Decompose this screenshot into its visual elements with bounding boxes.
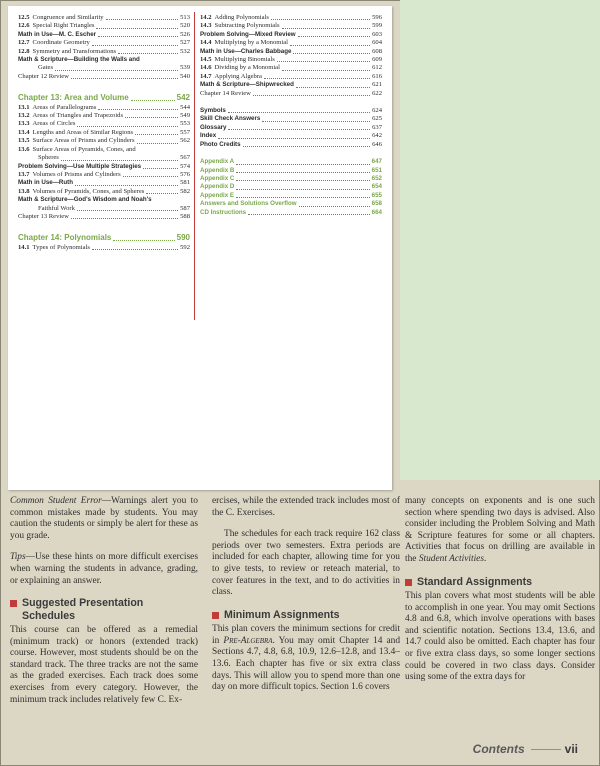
toc-entry	[18, 31, 190, 39]
toc-entry-page: 642	[372, 132, 382, 140]
toc-entry-number: 12.5	[18, 14, 30, 21]
paragraph-common-error	[10, 496, 198, 542]
toc-entry-page: 646	[372, 140, 382, 148]
bullet-square-icon	[212, 612, 219, 619]
toc-entry-page: 587	[180, 204, 190, 212]
toc-entry	[200, 81, 382, 89]
toc-entry-page: 622	[372, 89, 382, 97]
toc-leader-dots	[71, 77, 178, 79]
paragraph-standard: This plan covers what most students will be able to accomplish in one year. You may omit Sections 4.8 and 6.8, which involve operations with bases and scientific notation. Sections 13.4, 13.6, and 14.7 could also be omitted. Each chapter has four or five extra class days, so some longer sections could be covered in two class days. Consider using some of the extra days for	[405, 590, 595, 683]
toc-entry-title: Lengths and Areas of Similar Regions	[32, 128, 134, 136]
toc-entry-number: 14.6	[200, 64, 212, 72]
toc-leader-dots	[137, 142, 179, 144]
toc-entry-number: 13.1	[18, 103, 30, 111]
toc-leader-dots	[282, 27, 371, 29]
text-exponents-b: .	[484, 553, 487, 564]
toc-leader-dots	[248, 213, 370, 215]
toc-entry-page: 582	[180, 187, 190, 195]
toc-leader-dots	[123, 175, 178, 177]
heading-minimum-assignments-text: Minimum Assignments	[224, 608, 340, 621]
toc-entry-title: Surface Areas of Pyramids, Cones, and	[32, 145, 136, 153]
chapter-14-page: 590	[176, 233, 190, 243]
toc-entry	[200, 192, 382, 200]
text-exponents-a: many concepts on exponents and is one such section where spending two days is advised. Also consider including the Problem Solving and Math & Scripture features for some or all chapters. Activities that focus on drilling are available in the	[405, 496, 595, 564]
green-margin-panel	[400, 0, 600, 480]
toc-leader-dots	[264, 77, 370, 79]
toc-entry-title: Symbols	[200, 107, 226, 115]
toc-leader-dots	[143, 167, 178, 169]
toc-entry	[200, 39, 382, 47]
toc-entry-title: Spheres	[38, 154, 59, 162]
toc-entry	[200, 167, 382, 175]
toc-entry-number: 12.7	[18, 39, 30, 47]
paragraph-exponents	[405, 496, 595, 566]
chapter-13-label: Chapter 13: Area and Volume	[18, 93, 129, 103]
toc-entry	[18, 179, 190, 187]
toc-entry-page: 651	[371, 166, 382, 174]
toc-entry-page: 549	[180, 112, 190, 120]
toc-entry	[200, 124, 382, 132]
toc-leader-dots	[106, 18, 179, 20]
toc-entry-page: 599	[372, 22, 382, 30]
toc-leader-dots	[253, 94, 370, 96]
toc-entry-page: 567	[180, 154, 190, 162]
text-minimum-a: This plan covers the minimum sections for credit in	[212, 624, 400, 646]
toc-leader-dots	[236, 196, 370, 198]
toc-entry-page: 574	[180, 162, 190, 170]
toc-leader-dots	[299, 205, 370, 207]
toc-entry-title: Volumes of Pyramids, Cones, and Spheres	[32, 187, 145, 195]
toc-entry-title: Problem Solving—Use Multiple Strategies	[18, 162, 142, 170]
toc-entry-page: 608	[372, 47, 382, 55]
chapter-13-page: 542	[176, 93, 190, 103]
toc-entry-title: Appendix D	[200, 183, 235, 191]
toc-entry-title: Special Right Triangles	[32, 22, 95, 30]
toc-entry-title: Gates	[38, 64, 54, 72]
body-column-1	[10, 496, 198, 716]
toc-leader-dots	[125, 116, 178, 118]
toc-entry	[200, 56, 382, 64]
toc-entry	[18, 14, 190, 22]
page-footer	[473, 742, 578, 756]
paragraph-schedules: The schedules for each track require 162 class periods over two semesters. Extra periods are included for each chapter, allowing time for you to give tests, to review or reteach material, to cover features in the text, and to do activities in class.	[212, 529, 400, 598]
footer-page-number: vii	[564, 742, 578, 756]
chapter-14-label: Chapter 14: Polynomials	[18, 233, 112, 243]
body-column-3	[405, 496, 595, 694]
toc-entry-title: Math in Use—Ruth	[18, 179, 73, 187]
heading-suggested-schedules-text: Suggested Presentation Schedules	[22, 597, 144, 622]
toc-entry-number: 13.6	[18, 145, 30, 153]
toc-entry-page: 664	[371, 208, 382, 216]
toc-entry	[200, 14, 382, 22]
toc-leader-dots	[228, 111, 370, 113]
toc-entry	[200, 175, 382, 183]
toc-leader-dots	[96, 27, 178, 29]
toc-entry	[18, 188, 190, 196]
toc-entry	[18, 104, 190, 112]
toc-entry-title: Math in Use—Charles Babbage	[200, 47, 292, 55]
toc-entry-page: 581	[180, 179, 190, 187]
toc-column-left	[18, 14, 190, 252]
toc-entry-title: Photo Credits	[200, 140, 241, 148]
toc-entry-title: Areas of Circles	[32, 120, 76, 128]
toc-entry-title: Appendix E	[200, 191, 235, 199]
toc-entry	[200, 141, 382, 149]
toc-entry-number: 14.2	[200, 14, 212, 21]
toc-entry-page: 526	[180, 30, 190, 38]
toc-entry-page: 625	[372, 115, 382, 123]
toc-entry-title: Areas of Parallelograms	[32, 103, 97, 111]
toc-entry-page: 532	[180, 47, 190, 55]
toc-entry-title: Applying Algebra	[214, 72, 262, 80]
toc-leader-dots	[298, 35, 371, 37]
toc-entry-title: Coordinate Geometry	[32, 39, 90, 47]
toc-entry	[200, 200, 382, 208]
chapter-13-heading	[18, 94, 190, 102]
toc-leader-dots	[146, 192, 178, 194]
toc-entry	[18, 73, 190, 81]
toc-entry	[200, 107, 382, 115]
toc-entry-page: 604	[372, 39, 382, 47]
toc-entry	[18, 171, 190, 179]
toc-entry	[18, 112, 190, 120]
toc-entry-title: Multiplying by a Monomial	[214, 39, 288, 47]
toc-entry-number: 14.7	[200, 72, 212, 80]
toc-entry-page: 612	[372, 64, 382, 72]
toc-entry-page: 655	[371, 191, 382, 199]
toc-leader-dots	[75, 184, 178, 186]
toc-entry-title: Faithful Work	[38, 204, 75, 212]
toc-entry-title: Congruence and Similarity	[32, 14, 104, 21]
toc-entry-title: Chapter 13 Review	[18, 212, 69, 220]
toc-entry-page: 520	[180, 22, 190, 30]
toc-leader-dots	[236, 188, 369, 190]
toc-entry	[200, 183, 382, 191]
toc-entry-title: Problem Solving—Mixed Review	[200, 30, 296, 38]
toc-entry-title: Answers and Solutions Overflow	[200, 200, 297, 208]
column-divider	[194, 12, 195, 320]
toc-leader-dots	[55, 69, 178, 71]
toc-entry-number: 12.6	[18, 22, 30, 30]
paragraph-extended-track: ercises, while the extended track includes most of the C. Exercises.	[212, 496, 400, 518]
toc-entry	[18, 146, 190, 154]
toc-entry-number: 13.5	[18, 137, 30, 145]
toc-entry-title: Surface Areas of Prisms and Cylinders	[32, 137, 135, 145]
toc-leader-dots	[135, 133, 178, 135]
heading-minimum-assignments	[212, 609, 400, 621]
toc-entry	[200, 31, 382, 39]
toc-entry	[200, 115, 382, 123]
toc-entry-page: 540	[180, 72, 190, 80]
toc-leader-dots	[236, 163, 370, 165]
toc-entry	[200, 22, 382, 30]
toc-entry	[200, 132, 382, 140]
toc-leader-dots	[228, 128, 370, 130]
footer-contents-label: Contents	[472, 742, 525, 756]
toc-leader-dots	[277, 60, 370, 62]
book-title: Pre-Algebra	[223, 635, 273, 646]
toc-entry	[200, 158, 382, 166]
toc-entry-title: Appendix B	[200, 166, 235, 174]
toc-leader-dots	[282, 69, 370, 71]
toc-entry-number: 13.3	[18, 120, 30, 128]
toc-entry-page: 557	[180, 128, 190, 136]
toc-entry-number: 12.8	[18, 47, 30, 55]
toc-entry-title: Skill Check Answers	[200, 115, 261, 123]
toc-entry-page: 621	[372, 81, 382, 89]
lead-tips: Tips	[10, 552, 26, 563]
toc-entry-page: 527	[180, 39, 190, 47]
toc-entry-title: Math & Scripture—Building the Walls and	[18, 56, 140, 64]
toc-entry	[18, 196, 190, 204]
toc-leader-dots	[236, 171, 369, 173]
toc-entry-number: 13.4	[18, 128, 30, 136]
toc-entry	[18, 64, 190, 72]
toc-entry	[18, 205, 190, 213]
toc-entry-page: 652	[371, 174, 382, 182]
text-common-error: —Warnings alert you to common mistakes made by students. You may caution the students or simply be alert for these as you grade.	[10, 496, 198, 541]
toc-leader-dots	[92, 44, 178, 46]
toc-leader-dots	[61, 159, 178, 161]
toc-leader-dots	[243, 145, 371, 147]
toc-entry-number: 14.5	[200, 56, 212, 64]
toc-column-right	[200, 14, 382, 217]
body-column-2	[212, 496, 400, 704]
toc-entry-page: 658	[371, 200, 382, 208]
toc-entry	[18, 129, 190, 137]
toc-entry	[200, 209, 382, 217]
toc-entry-title: Adding Polynomials	[214, 14, 269, 21]
toc-entry	[18, 120, 190, 128]
toc-leader-dots	[77, 125, 178, 127]
paragraph-tips	[10, 552, 198, 587]
paragraph-minimum	[212, 624, 400, 694]
toc-entry-title: Dividing by a Monomial	[214, 64, 280, 72]
toc-entry-number: 13.2	[18, 112, 30, 120]
paragraph-course-tracks: This course can be offered as a remedial (minimum track) or honors (extended track) course. However, most students should be on the standard track. The three tracks are not the same as the graded exercises. Each track does some exercises from every category. However, the minimum track includes relatively few C. Ex-	[10, 624, 198, 705]
toc-leader-dots	[98, 108, 178, 110]
student-activities-title: Student Activities	[418, 553, 484, 564]
toc-entry	[18, 56, 190, 64]
toc-entry-page: 603	[372, 30, 382, 38]
toc-entry-page: 588	[180, 212, 190, 220]
toc-entry-title: Math & Scripture—God's Wisdom and Noah's	[18, 196, 152, 204]
bullet-square-icon	[405, 579, 412, 586]
toc-leader-dots	[262, 120, 370, 122]
toc-leader-dots	[236, 179, 369, 181]
toc-entry-number: 14.4	[200, 39, 212, 47]
toc-entry-page: 553	[180, 120, 190, 128]
toc-entry-title: Math in Use—M. C. Escher	[18, 30, 97, 38]
toc-leader-dots	[77, 209, 178, 211]
toc-entry-title: Symmetry and Transformations	[32, 47, 117, 55]
toc-entry-page: 609	[372, 56, 382, 64]
toc-entry-page: 592	[180, 243, 190, 251]
toc-entry	[18, 22, 190, 30]
toc-entry-page: 576	[180, 170, 190, 178]
toc-entry-number: 13.7	[18, 170, 30, 178]
toc-leader-dots	[92, 248, 178, 250]
toc-entry-page: 616	[372, 72, 382, 80]
heading-suggested-schedules	[10, 597, 198, 622]
toc-entry-page: 624	[372, 107, 382, 115]
toc-entry-title: Volumes of Prisms and Cylinders	[32, 170, 121, 178]
footer-rule	[531, 749, 561, 750]
toc-leader-dots	[118, 52, 178, 54]
toc-entry	[200, 90, 382, 98]
toc-entry-number: 14.1	[18, 243, 30, 251]
toc-entry	[18, 213, 190, 221]
toc-entry-page: 647	[371, 158, 382, 166]
toc-leader-dots	[296, 86, 370, 88]
heading-standard-assignments-text: Standard Assignments	[417, 575, 532, 588]
toc-page	[8, 6, 392, 490]
toc-entry-title: Multiplying Binomials	[214, 56, 275, 64]
toc-entry-title: Chapter 14 Review	[200, 89, 251, 97]
text-minimum-b: . You may omit Chapter 14 and Sections 4.7, 4.8, 6.8, 10.9, 12.6–12.8, and 13.4–13.6. Each chapter has five or six extra class days. This will allow you to spend more than one day on more difficult topics. Section 1.6 covers	[212, 635, 401, 693]
text-tips: —Use these hints on more difficult exercises when warning the students in advance, grading, or explaining an answer.	[10, 552, 198, 586]
toc-entry-number: 13.8	[18, 187, 30, 195]
toc-entry-title: Chapter 12 Review	[18, 72, 69, 80]
toc-leader-dots	[293, 52, 370, 54]
heading-standard-assignments	[405, 576, 595, 588]
toc-leader-dots	[98, 35, 178, 37]
toc-leader-dots	[271, 18, 370, 20]
toc-entry	[18, 137, 190, 145]
toc-entry-title: Appendix A	[200, 158, 235, 166]
toc-leader-dots	[218, 137, 370, 139]
toc-entry	[200, 48, 382, 56]
toc-entry	[18, 48, 190, 56]
toc-entry-title: Appendix C	[200, 174, 235, 182]
toc-entry	[200, 73, 382, 81]
toc-entry-number: 14.3	[200, 22, 212, 30]
toc-entry-page: 654	[371, 183, 382, 191]
toc-entry-title: Glossary	[200, 123, 227, 131]
toc-entry-page: 544	[180, 103, 190, 111]
toc-leader-dots	[71, 217, 178, 219]
toc-entry	[18, 244, 190, 252]
toc-entry-page: 513	[180, 14, 190, 21]
toc-entry-page: 596	[372, 14, 382, 21]
toc-entry-page: 539	[180, 64, 190, 72]
bullet-square-icon	[10, 600, 17, 607]
toc-entry-page: 562	[180, 137, 190, 145]
toc-entry-title: Index	[200, 132, 217, 140]
toc-entry-title: CD Instructions	[200, 208, 247, 216]
toc-entry-page: 637	[372, 123, 382, 131]
toc-entry	[18, 39, 190, 47]
toc-entry-title: Subtracting Polynomials	[214, 22, 280, 30]
lead-common-error: Common Student Error	[10, 496, 102, 506]
toc-entry	[200, 64, 382, 72]
toc-entry	[18, 163, 190, 171]
toc-entry-title: Types of Polynomials	[32, 243, 90, 251]
toc-entry	[18, 154, 190, 162]
toc-leader-dots	[290, 44, 370, 46]
toc-entry-title: Areas of Triangles and Trapezoids	[32, 112, 124, 120]
toc-entry-title: Math & Scripture—Shipwrecked	[200, 81, 294, 89]
chapter-14-heading	[18, 234, 190, 242]
